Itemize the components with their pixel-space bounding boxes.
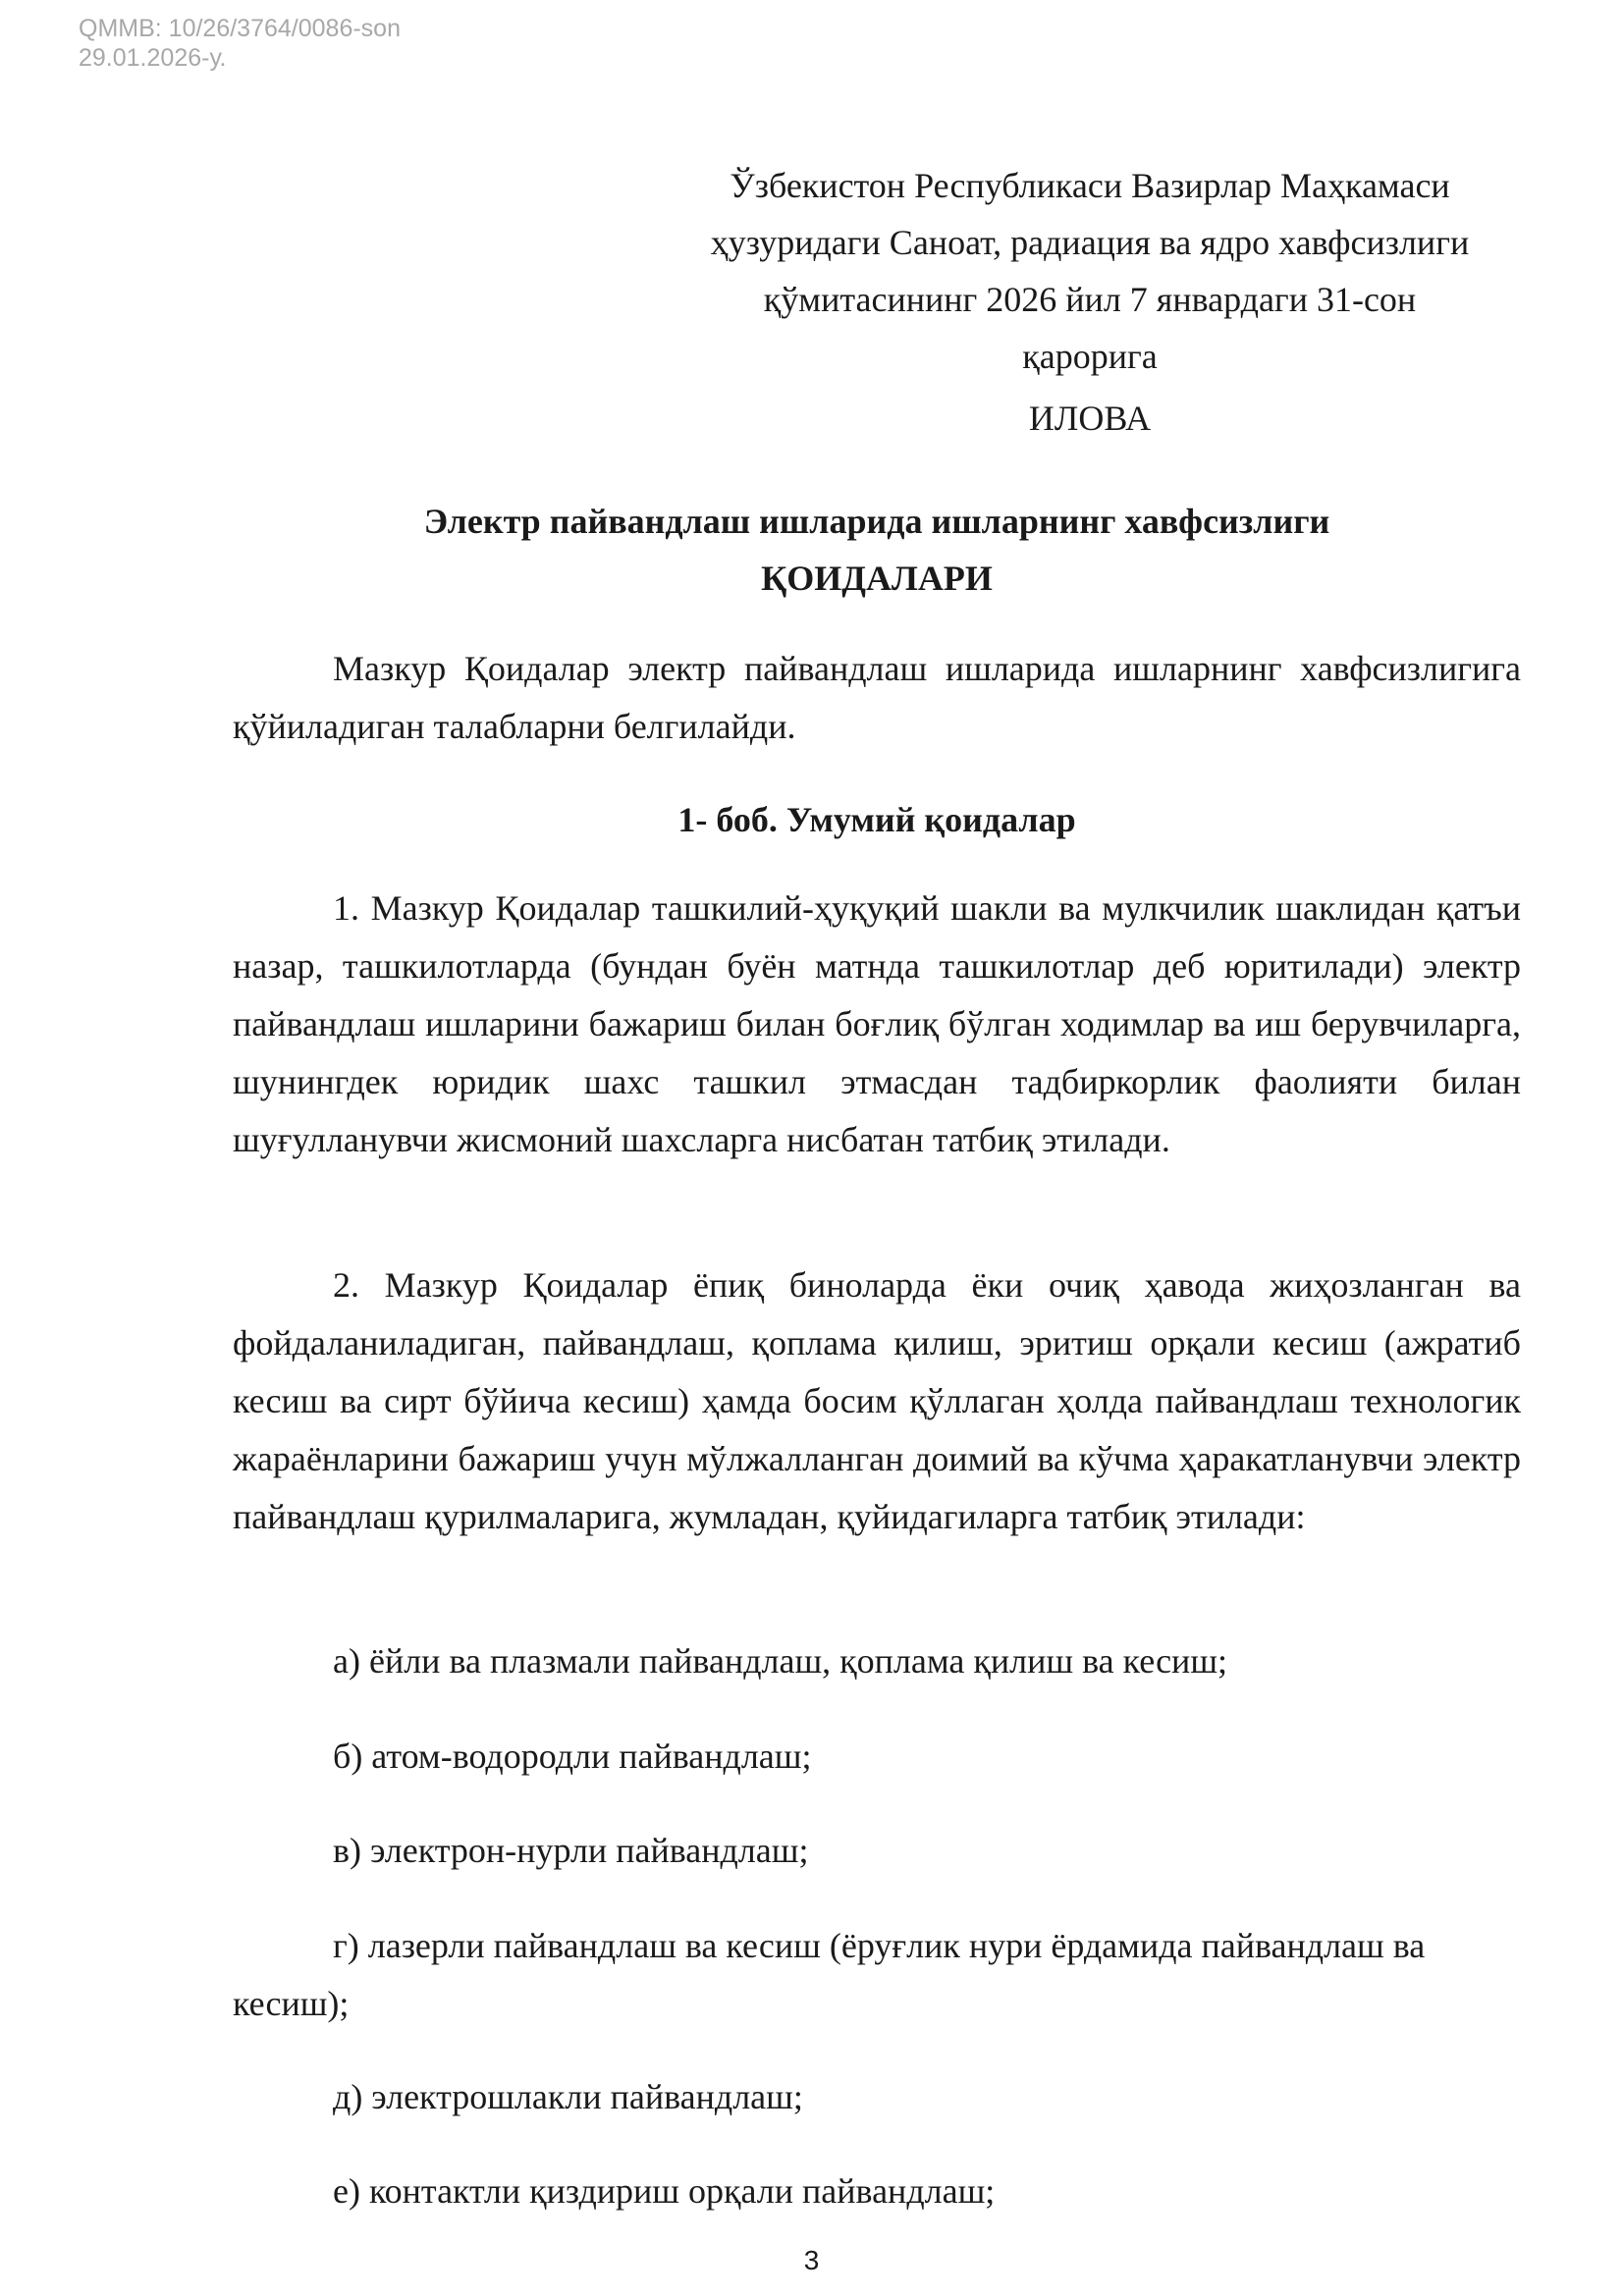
paragraph-block-2 <box>233 1256 1521 1546</box>
list-item-c: в) электрон-нурли пайвандлаш; <box>333 1831 809 1870</box>
annex-line-1: Ўзбекистон Республикаси Вазирлар Маҳкамаси <box>730 166 1450 205</box>
list-item-a: а) ёйли ва плазмали пайвандлаш, қоплама қилиш ва кесиш; <box>333 1641 1228 1681</box>
paragraph-1: 1. Мазкур Қоидалар ташкилий-ҳуқуқий шакли ва мулкчилик шаклидан қатъи назар, ташкилотларда (бундан буён матнда ташкилотлар деб юритилади) электр пайвандлаш ишларини бажариш билан боғлиқ бўлган ходимлар ва иш берувчиларга, шунингдек юридик шахс ташкил этмасдан тадбиркорлик фаолияти билан шуғулланувчи жисмоний шахсларга нисбатан татбиқ этилади. <box>233 888 1521 1159</box>
document-title-line-2: ҚОИДАЛАРИ <box>761 559 993 598</box>
list-item <box>233 1822 1521 1880</box>
document-title <box>234 493 1520 607</box>
registration-number: QMMB: 10/26/3764/0086-son <box>79 15 401 42</box>
page-number: 3 <box>803 2245 820 2275</box>
annex-header <box>648 157 1532 447</box>
registration-stamp <box>79 14 401 73</box>
intro-paragraph-block <box>233 640 1521 756</box>
paragraph-2: 2. Мазкур Қоидалар ёпиқ биноларда ёки очиқ ҳавода жиҳозланган ва фойдаланиладиган, пайвандлаш, қоплама қилиш, эритиш орқали кесиш (ажратиб кесиш ва сирт бўйича кесиш) ҳамда босим қўллаган ҳолда пайвандлаш технологик жараёнларини бажариш учун мўлжалланган доимий ва кўчма ҳаракатланувчи электр пайвандлаш қурилмаларига, жумладан, қуйидагиларга татбиқ этилади: <box>233 1265 1521 1536</box>
annex-label: ИЛОВА <box>1028 399 1152 438</box>
list-item <box>233 1728 1521 1786</box>
list-item-e: е) контактли қиздириш орқали пайвандлаш; <box>333 2171 996 2211</box>
list-item-b: б) атом-водородли пайвандлаш; <box>333 1736 812 1776</box>
annex-line-4: қарорига <box>1022 337 1158 376</box>
list-item-d: д) электрошлакли пайвандлаш; <box>333 2077 803 2116</box>
list-item <box>233 1917 1521 2033</box>
document-title-line-1: Электр пайвандлаш ишларида ишларнинг хавфсизлиги <box>423 502 1330 541</box>
annex-line-2: ҳузуридаги Саноат, радиация ва ядро хавфсизлиги <box>710 223 1470 262</box>
list-item <box>233 1632 1521 1690</box>
paragraph-block-1 <box>233 880 1521 1169</box>
list-item <box>233 2068 1521 2126</box>
annex-line-3: қўмитасининг 2026 йил 7 январдаги 31-сон <box>763 280 1417 319</box>
list-item <box>233 2163 1521 2220</box>
chapter-heading: 1- боб. Умумий қоидалар <box>677 800 1076 839</box>
intro-paragraph: Мазкур Қоидалар электр пайвандлаш ишларида ишларнинг хавфсизлигига қўйиладиган талабларни белгилайди. <box>233 649 1521 746</box>
registration-date: 29.01.2026-у. <box>79 44 227 72</box>
list-item-g: г) лазерли пайвандлаш ва кесиш (ёруғлик нури ёрдамида пайвандлаш ва кесиш); <box>233 1926 1426 2023</box>
